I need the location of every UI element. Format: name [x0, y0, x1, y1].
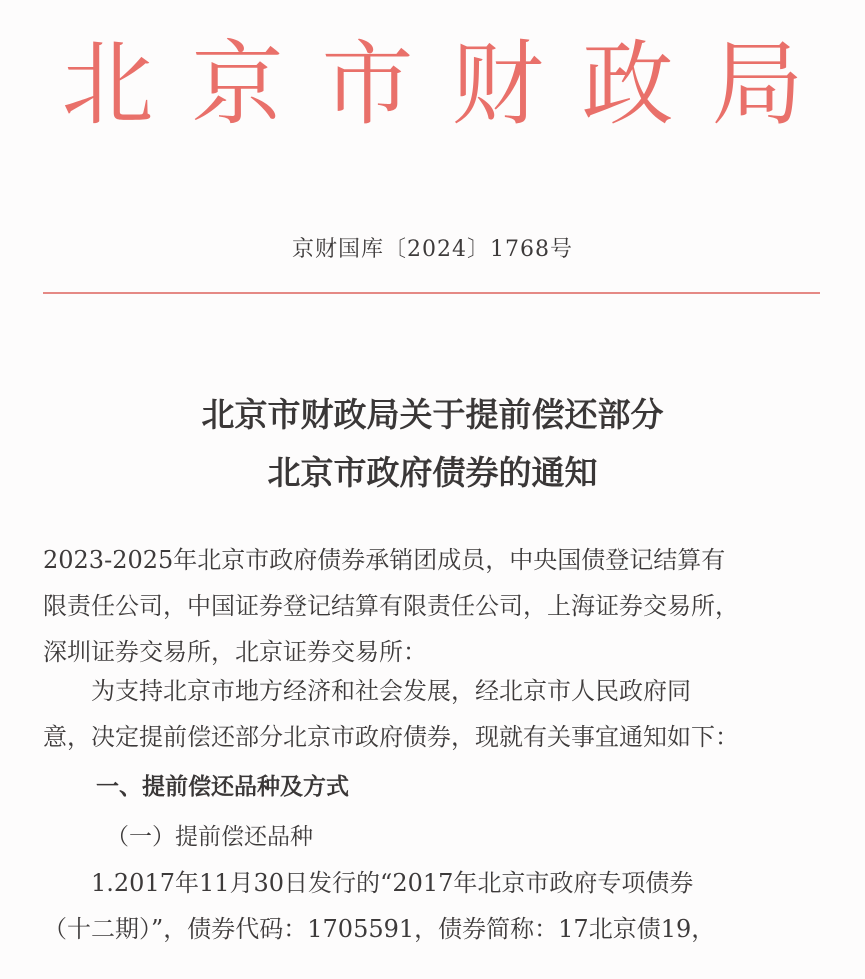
document-title: [0, 386, 865, 502]
list-item-line: 1.2017年11月30日发行的“2017年北京市政府专项债券: [91, 869, 694, 897]
intro-paragraph: [43, 668, 833, 760]
document-title-line-2: 北京市政府债券的通知: [267, 453, 598, 492]
letterhead-title: 北京市财政局: [61, 31, 842, 138]
subsection-heading: （一）提前偿还品种: [106, 824, 313, 850]
addressee-line: 深圳证券交易所，北京证券交易所：: [43, 638, 427, 666]
document-title-line-1: 北京市财政局关于提前偿还部分: [201, 395, 664, 434]
addressee-line: 限责任公司，中国证券登记结算有限责任公司，上海证券交易所，: [43, 592, 739, 620]
paragraph-line: 为支持北京市地方经济和社会发展，经北京市人民政府同: [91, 677, 691, 705]
list-item-line: （十二期）”，债券代码：1705591，债券简称：17北京债19，: [43, 915, 716, 943]
addressee-block: [43, 537, 833, 675]
section-heading: 一、提前偿还品种及方式: [96, 774, 349, 800]
red-separator-line: [43, 292, 820, 294]
paragraph-line: 意，决定提前偿还部分北京市政府债券，现就有关事宜通知如下：: [43, 723, 739, 751]
addressee-line: 2023-2025年北京市政府债券承销团成员，中央国债登记结算有: [43, 546, 726, 574]
list-item: [43, 860, 833, 952]
document-number: 京财国库〔2024〕1768号: [292, 237, 573, 262]
letterhead: [0, 30, 865, 140]
